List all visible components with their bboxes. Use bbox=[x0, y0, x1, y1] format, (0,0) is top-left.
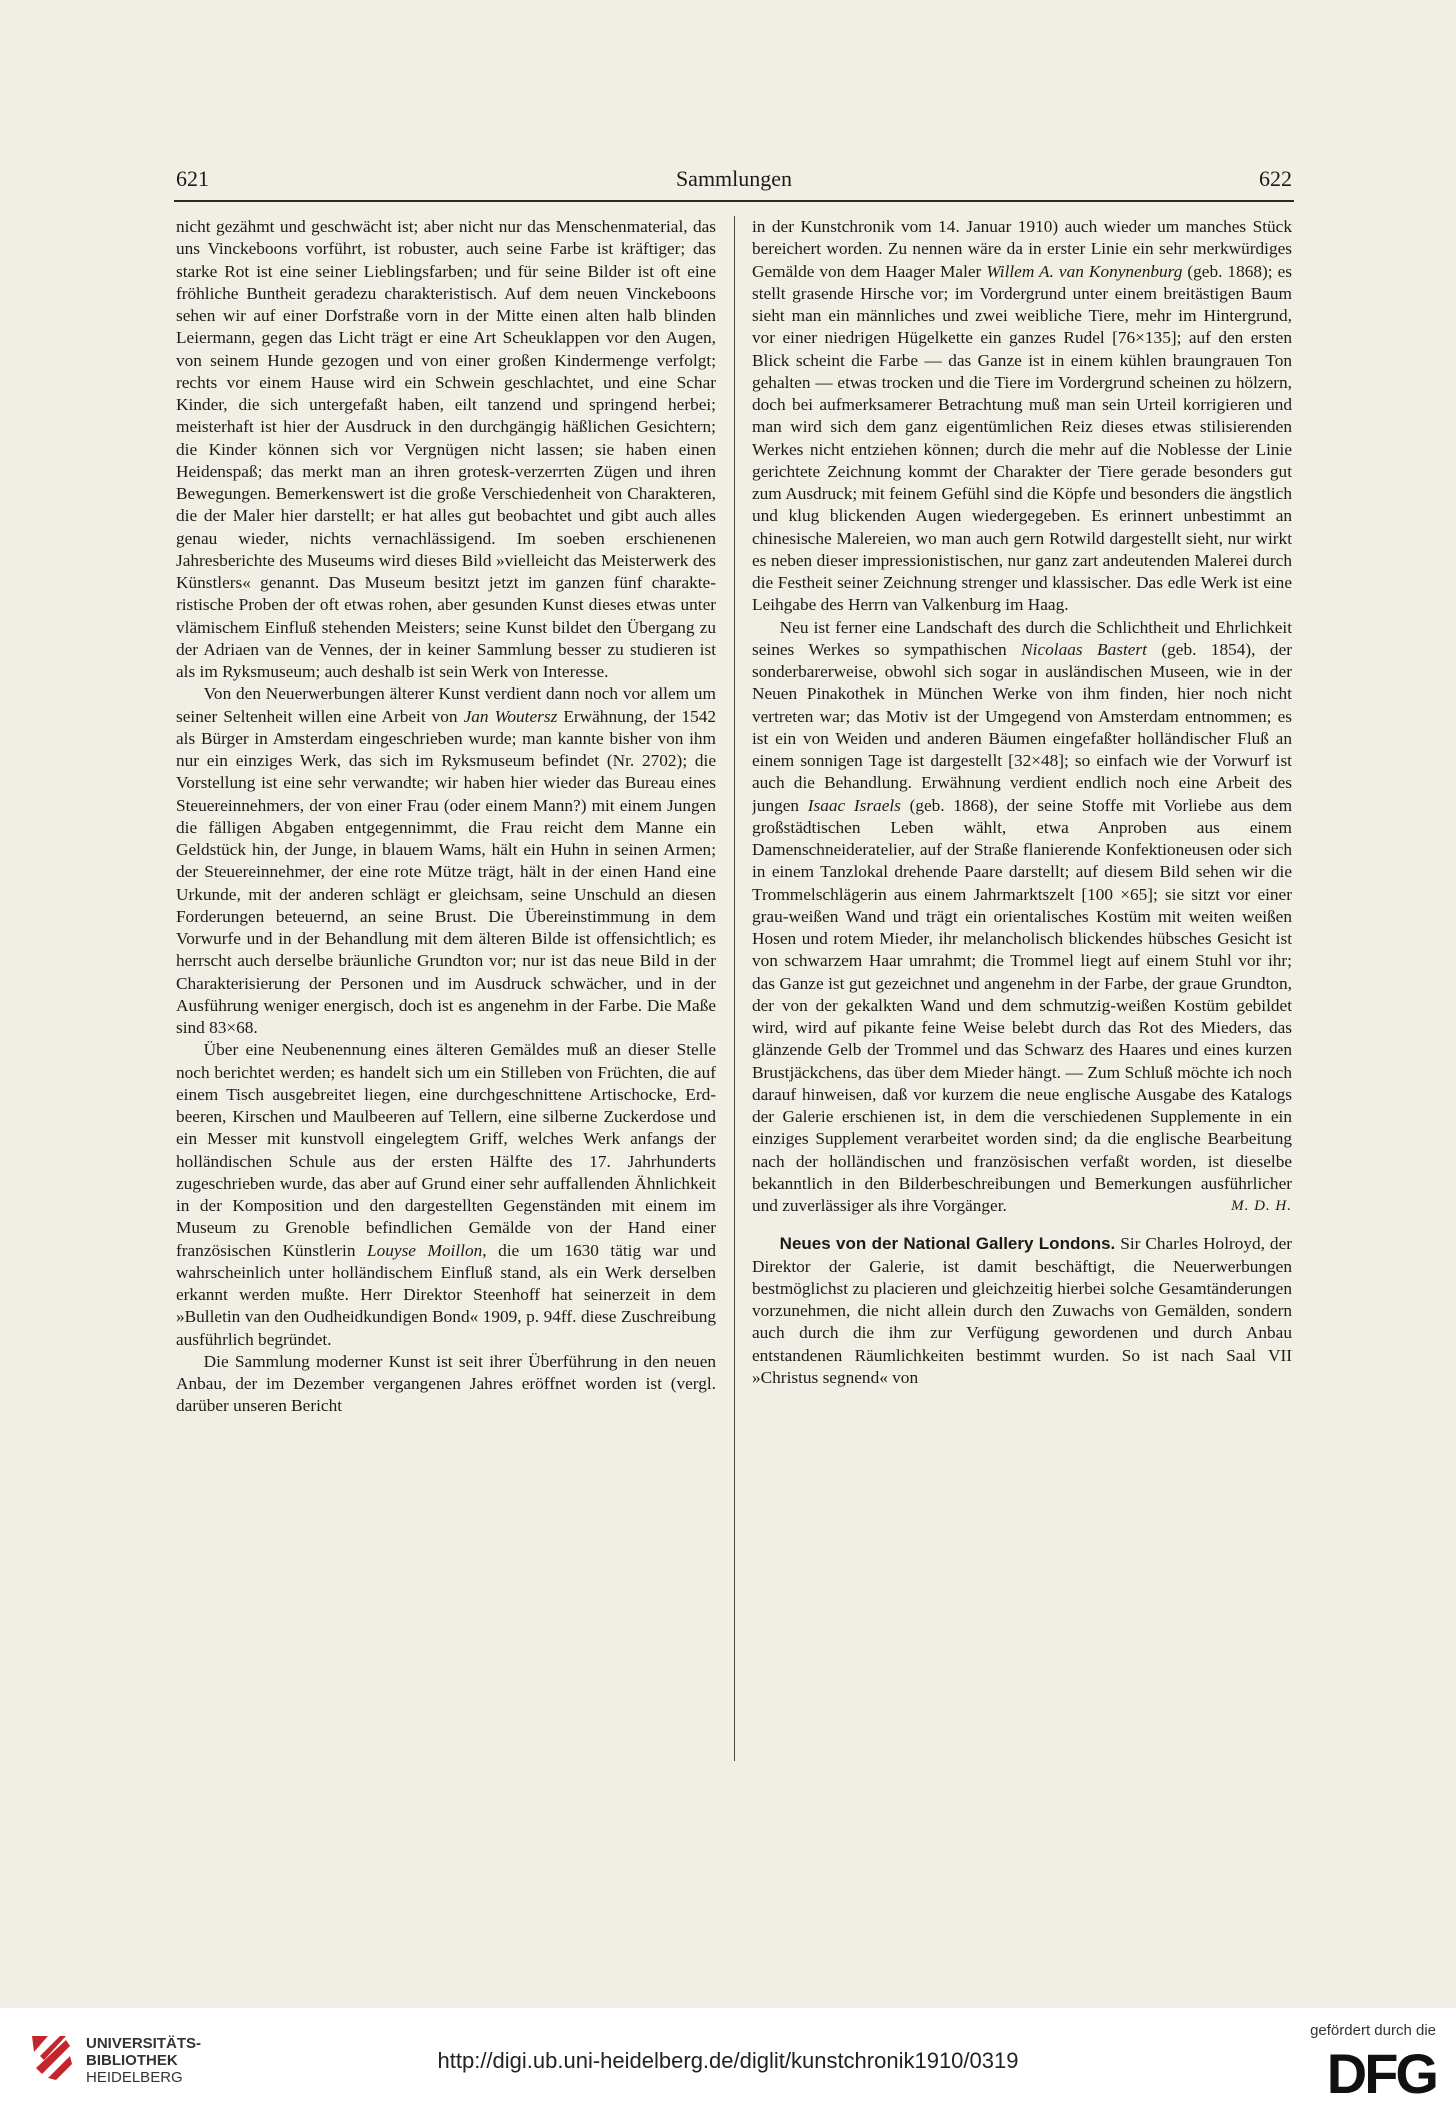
page-header bbox=[176, 166, 1292, 200]
permalink-url[interactable]: http://digi.ub.uni-heidelberg.de/diglit/kunstchronik1910/0319 bbox=[437, 2048, 1019, 2073]
artist-name: Jan Woutersz bbox=[463, 706, 558, 726]
paragraph: Neues von der National Gallery Londons. Sir Charles Holroyd, der Direktor der Galerie, ist damit beschäftigt, die Neuerwerbungen bestmöglichst zu placieren und gleichzeitig hierbei solche Gesamtänderungen vorzunehmen, die nicht allein durch den Zuwachs von Gemälden, sondern auch durch die ihm zur Verfügung gewordenen und durch Anbau entstandenen Räumlichkeiten bestimmt wurden. So ist nach Saal VII »Christus segnend« von bbox=[752, 1234, 1292, 1387]
university-library-logo-icon bbox=[26, 2030, 76, 2086]
artist-name: Isaac Israels bbox=[807, 795, 901, 815]
footer-bar bbox=[0, 2008, 1456, 2111]
artist-name: Nicolaas Bastert bbox=[1021, 639, 1147, 659]
paragraph: nicht gezähmt und geschwächt ist; aber nicht nur das Menschenmaterial, das uns Vinckeboons vorführt, ist robuster, auch seine Farbe ist kräftiger; das starke Rot ist eine seiner Lieblingsfarben; und für seine Bilder ist oft eine fröhliche Buntheit geradezu charakteristisch. Auf dem neuen Vinckeboons sehen wir auf einer Dorfstraße vorn in der Mitte einen alten halb blinden Leiermann, gegen das Licht trägt er eine Art Scheuklappen vor den Augen, von seinem Hunde gezogen und von einer großen Kindermenge verfolgt; rechts vor einem Hause wird ein Schwein geschlachtet, und eine Schar Kinder, die sich untergefaßt haben, eilt tanzend und springend herbei; meisterhaft ist hier der Ausdruck in den durchgängig häßlichen Gesichtern; die Kinder können sich vor Vergnügen nicht lassen; sie haben einen Heidenspaß; das merkt man an ihren grotesk-verzerrten Zügen und ihren Bewegungen. Bemerkenswert ist die große Verschiedenheit von Charakteren, die der Maler hier darstellt; er hat alles gut beobachtet und gibt auch alles genau wieder, nichts vernachlässigend. Im soeben erschienenen Jahresberichte des Museums wird dieses Bild »vielleicht das Meisterwerk des Künstlers« genannt. Das Museum besitzt jetzt im ganzen fünf charakteristische Proben der oft etwas rohen, aber gesunden Kunst dieses etwas unter vlämischem Einfluß stehenden Meisters; seine Kunst bildet den Übergang zu der Adriaen van de Vennes, der in keiner Sammlung besser zu studieren ist als im Ryksmuseum; auch deshalb ist sein Werk von Interesse. bbox=[176, 217, 716, 681]
artist-name: Louyse Moillon bbox=[367, 1240, 483, 1260]
funding-label: gefördert durch die bbox=[1310, 2022, 1436, 2039]
artist-name: Willem A. van Konynenburg bbox=[986, 261, 1183, 281]
paragraph: Die Sammlung moderner Kunst ist seit ihrer Überführung in den neuen Anbau, der im Dezember vergangenen Jahres eröffnet worden ist (vergl. darüber unseren Bericht bbox=[176, 1351, 716, 1416]
section-heading: Neues von der National Gallery Londons. bbox=[779, 1234, 1116, 1254]
author-signature: M. D. H. bbox=[1231, 1198, 1292, 1214]
left-column bbox=[176, 216, 716, 1771]
running-title: Sammlungen bbox=[675, 166, 793, 191]
right-column bbox=[752, 216, 1292, 1771]
page-number-right: 622 bbox=[1259, 166, 1292, 191]
page-number-left: 621 bbox=[176, 166, 209, 191]
paragraph: in der Kunstchronik vom 14. Januar 1910) auch wieder um manches Stück bereichert worden. Zu nennen wäre da in erster Linie ein sehr merkwürdiges Gemälde von dem Haager Maler Willem A. van Konynenburg (geb. 1868); es stellt grasende Hirsche vor; im Vordergrund unter einem breitästigen Baum sieht man ein männliches und zwei weibliche Tiere, mehr im Hintergrund, vor einer niedrigen Hügelkette ein ganzes Rudel [76×135]; auf den ersten Blick scheint die Farbe — das Ganze ist in einem kühlen braungrauen Ton gehalten — etwas trocken und die Tiere im Vordergrund scheinen zu hölzern, doch bei aufmerksamerer Betrachtung muß man sein Urteil korrigieren und man wird sich dem ganz eigentümlichen Reiz dieses etwas stilisierenden Werkes nicht entziehen können; durch die mehr auf die Noblesse der Linie gerichtete Zeichnung kommt der Charakter der Tiere gerade besonders gut zum Ausdruck; mit feinem Gefühl sind die Köpfe und besonders die ängstlich und klug blickenden Augen wiedergegeben. Es erinnert unbestimmt an chinesische Malereien, wo man auch gern Rotwild dargestellt sieht, nur wirkt es neben dieser impressionistischen, nur ganz zart andeutenden Malerei durch die Festheit seiner Zeichnung strenger und klassischer. Das edle Werk ist eine Leihgabe des Herrn van Valkenburg im Haag. bbox=[752, 217, 1292, 615]
paragraph: Neu ist ferner eine Landschaft des durch die Schlichtheit und Ehrlichkeit seines Werkes so sympathischen Nicolaas Bastert (geb. 1854), der sonderbarerweise, obwohl sich sogar in ausländischen Museen, wie in der Neuen Pinakothek in München Werke von ihm finden, hier noch nicht vertreten war; das Motiv ist der Umgegend von Amsterdam entnommen; es ist ein von Weiden und anderen Bäumen eingefaßter holländischer Fluß an einem sonnigen Tage ist dargestellt [32×48]; so einfach wie der Vorwurf ist auch die Behandlung. Erwähnung verdient endlich noch eine Arbeit des jungen Isaac Israels (geb. 1868), der seine Stoffe mit Vorliebe aus dem großstädtischen Leben wählt, etwa Anproben aus einem Damenschneideratelier, auf der Straße flanierende Konfektioneusen oder sich in einem Tanzlokal drehende Paare darstellt; auf diesem Bild sehen wir die Trommelschlägerin aus einem Jahrmarktszelt [100 ×65]; sie sitzt vor einer grau-weißen Wand und trägt ein orientalisches Kostüm mit weiten weißen Hosen und rotem Mieder, ihr melancholisch blickendes hübsches Gesicht ist von schwarzem Haar umrahmt; die Trommel liegt auf einem Stuhl vor ihr; das Ganze ist gut gezeichnet und angenehm in der Farbe, der graue Grundton, der von der gekalkten Wand und dem schmutzig-weißen Kostüm gebildet wird, wird auf pikante feine Weise belebt durch das Rot des Mieders, das glänzende Gelb der Trommel und das Schwarz des Haares und eines kurzen Brustjäckchens, das über dem Mieder hängt. — Zum Schluß möchte ich noch darauf hinweisen, daß vor kurzem die neue englische Ausgabe des Katalogs der Galerie erschienen ist, in dem die verschiedenen Supplemente in ein einziges Supplement verarbeitet worden sind; da die englische Bearbeitung nach der holländischen und französischen verfaßt worden, ist dieselbe bekanntlich in den Bilderbeschreibungen und Bemerkungen ausführlicher und zuverlässiger als ihre Vorgänger. M. D. H. bbox=[752, 617, 1292, 1218]
paragraph: Von den Neuerwerbungen älterer Kunst verdient dann noch vor allem um seiner Seltenheit willen eine Arbeit von Jan Woutersz Erwähnung, der 1542 als Bürger in Amsterdam eingeschrieben wurde; man kannte bisher von ihm nur ein einziges Werk, das sich im Ryksmuseum befindet (Nr. 2702); die Vorstellung ist eine sehr verwandte; wir haben hier wieder das Bureau eines Steuereinnehmers, der von einer Frau (oder einem Mann?) mit einem Jungen die fälligen Abgaben entgegennimmt, die Frau reicht dem Manne ein Geldstück hin, der Junge, in blauem Wams, hält ein Huhn in seinen Armen; der Steuereinnehmer, der eine rote Mütze trägt, hält in der einen Hand eine Urkunde, mit der anderen schlägt er gleichsam, seine Unschuld an diesen Forderungen beteuernd, an seine Brust. Die Übereinstimmung in dem Vorwurfe und in der Behandlung mit dem älteren Bilde ist offensichtlich; es herrscht auch derselbe bräunliche Grundton vor; nur ist das neue Bild in der Charakterisierung der Personen und im Ausdruck schwächer, und in der Ausführung weniger energisch, doch ist es angenehm in der Farbe. Die Maße sind 83×68. bbox=[176, 684, 716, 1037]
paragraph: Über eine Neubenennung eines älteren Gemäldes muß an dieser Stelle noch berichtet werden; es handelt sich um ein Stilleben von Früchten, die auf einem Tisch ausgebreitet liegen, eine durchgeschnittene Artischocke, Erdbeeren, Kirschen und Maulbeeren auf Tellern, eine silberne Zuckerdose und ein Messer mit kunstvoll eingelegtem Griff, welches Werk anfangs der holländischen Schule aus der ersten Hälfte des 17. Jahrhunderts zugeschrieben wurde, das aber auf Grund einer sehr auffallenden Ähnlichkeit in der Komposition und den dargestellten Gegenständen mit einem im Museum zu Grenoble befindlichen Gemälde von der Hand einer französischen Künstlerin Louyse Moillon, die um 1630 tätig war und wahrscheinlich unter holländischem Einfluß stand, als ein Werk derselben erkannt werden mußte. Herr Direktor Steenhoff hat seinerzeit in dem »Bulletin van den Oudheidkundigen Bond« 1909, p. 94ff. diese Zuschreibung ausführlich begründet. bbox=[176, 1040, 716, 1349]
dfg-logo-icon: DFG bbox=[1326, 2042, 1436, 2105]
library-name: UNIVERSITÄTS- BIBLIOTHEK HEIDELBERG bbox=[86, 2035, 202, 2086]
column-divider bbox=[734, 216, 735, 1761]
header-rule bbox=[174, 200, 1294, 202]
